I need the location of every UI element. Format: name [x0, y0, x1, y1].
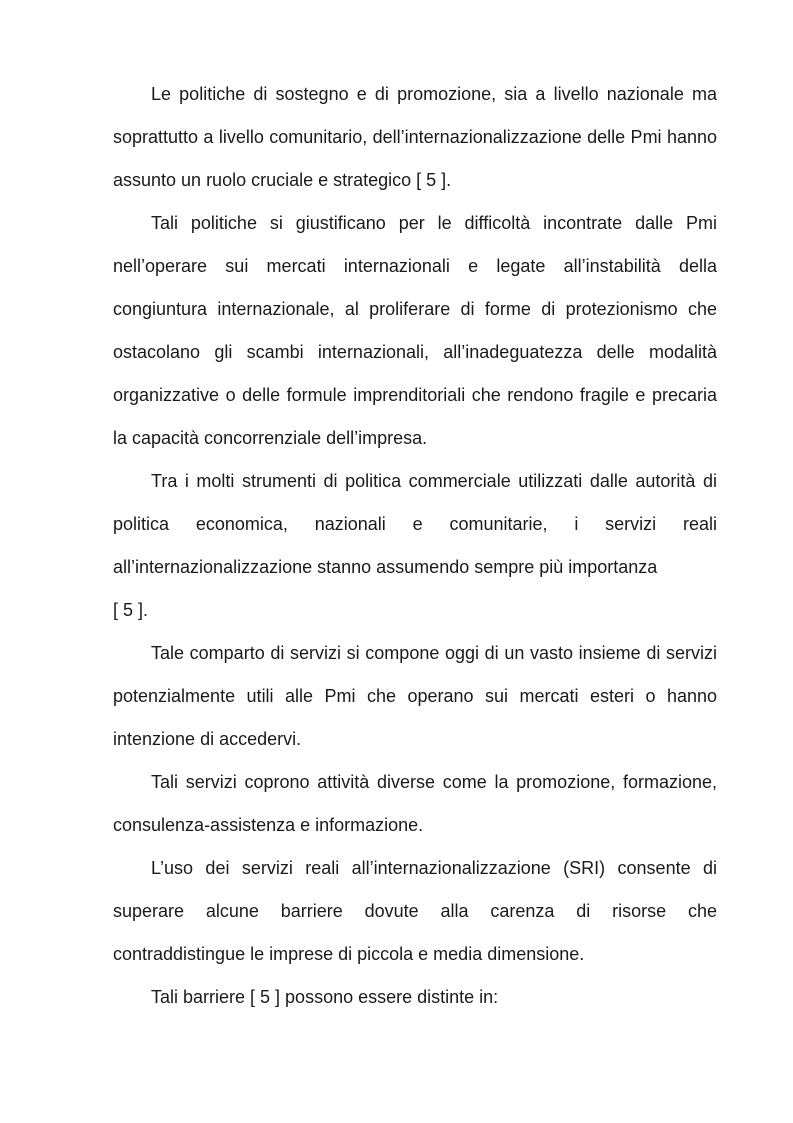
paragraph: L’uso dei servizi reali all’internazionalizzazione (SRI) consente di superare alcune barriere dovute alla carenza di risorse che contraddistingue le imprese di piccola e media dimensione.	[113, 858, 717, 964]
paragraph: Le politiche di sostegno e di promozione, sia a livello nazionale ma soprattutto a livello comunitario, dell’internazionalizzazione delle Pmi hanno assunto un ruolo cruciale e strategico [ 5 ].	[113, 84, 717, 190]
body-text	[113, 73, 717, 1019]
paragraph: Tali barriere [ 5 ] possono essere distinte in:	[151, 987, 499, 1007]
paragraph: Tale comparto di servizi si compone oggi di un vasto insieme di servizi potenzialmente utili alle Pmi che operano sui mercati esteri o hanno intenzione di accedervi.	[113, 643, 717, 749]
paragraph: Tra i molti strumenti di politica commerciale utilizzati dalle autorità di politica economica, nazionali e comunitarie, i servizi reali all’internazionalizzazione stanno assumendo sempre più importanza	[113, 471, 717, 577]
paragraph: Tali politiche si giustificano per le difficoltà incontrate dalle Pmi nell’operare sui mercati internazionali e legate all’instabilità della congiuntura internazionale, al proliferare di forme di protezionismo che ostacolano gli scambi internazionali, all’inadeguatezza delle modalità organizzative o delle formule imprenditoriali che rendono fragile e precaria la capacità concorrenziale dell’impresa.	[113, 213, 717, 448]
paragraph-continuation: [ 5 ].	[113, 600, 149, 620]
paragraph: Tali servizi coprono attività diverse come la promozione, formazione, consulenza-assistenza e informazione.	[113, 772, 717, 835]
